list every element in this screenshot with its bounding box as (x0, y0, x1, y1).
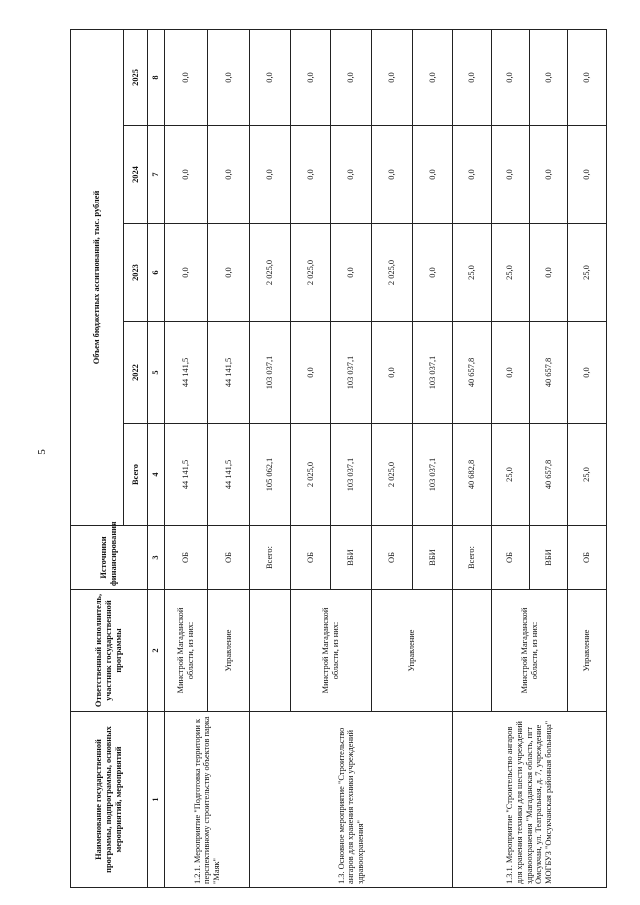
source-cell: ОБ (290, 526, 331, 590)
value-2025: 0,0 (207, 29, 250, 125)
value-total: 103 037,1 (412, 424, 453, 526)
value-2024: 0,0 (372, 126, 413, 224)
column-number-row (147, 29, 164, 887)
value-2024: 0,0 (530, 126, 568, 224)
value-2022: 40 657,8 (453, 322, 491, 424)
value-2022: 40 657,8 (530, 322, 568, 424)
value-2025: 0,0 (491, 29, 529, 125)
value-2022: 44 141,5 (164, 322, 207, 424)
column-number: 8 (147, 29, 164, 125)
value-2023: 0,0 (164, 224, 207, 322)
value-2022: 103 037,1 (331, 322, 372, 424)
value-total: 40 682,8 (453, 424, 491, 526)
value-2025: 0,0 (250, 29, 291, 125)
value-2022: 103 037,1 (250, 322, 291, 424)
measure-name: 1.2.1. Мероприятие "Подготовка территории к перспективному строительству объектов парка "Маяк" (164, 712, 249, 888)
column-number: 1 (147, 712, 164, 888)
value-2024: 0,0 (491, 126, 529, 224)
measure-name: 1.3.1. Мероприятие "Строительство ангаров для хранения техники для шести учреждений здравоохранения "Магаданская область, пгт Омсукчан, ул. Театральная, д. 7, учреждение МОГБУЗ "Омсукчанская районная больница" (453, 712, 607, 888)
value-2023: 0,0 (207, 224, 250, 322)
value-2024: 0,0 (412, 126, 453, 224)
column-number: 3 (147, 526, 164, 590)
executor-cell: Минстрой Магаданской области, из них: (290, 590, 371, 712)
value-total: 103 037,1 (331, 424, 372, 526)
source-cell: ОБ (568, 526, 607, 590)
header-row (71, 29, 124, 887)
value-total: 2 025,0 (372, 424, 413, 526)
value-2025: 0,0 (412, 29, 453, 125)
executor-cell: Управление (568, 590, 607, 712)
executor-cell: Минстрой Магаданской области, из них: (491, 590, 568, 712)
value-2023: 25,0 (568, 224, 607, 322)
value-2024: 0,0 (207, 126, 250, 224)
executor-cell (250, 590, 291, 712)
value-2025: 0,0 (372, 29, 413, 125)
value-2022: 0,0 (568, 322, 607, 424)
value-total: 25,0 (568, 424, 607, 526)
source-cell: ОБ (164, 526, 207, 590)
value-total: 44 141,5 (164, 424, 207, 526)
page-number: 5 (36, 449, 48, 455)
value-2024: 0,0 (250, 126, 291, 224)
value-2022: 0,0 (290, 322, 331, 424)
value-2023: 2 025,0 (250, 224, 291, 322)
executor-cell: Минстрой Магаданской области, из них: (164, 590, 207, 712)
column-number: 7 (147, 126, 164, 224)
value-2025: 0,0 (453, 29, 491, 125)
header-year: 2023 (124, 224, 147, 322)
value-total: 105 062,1 (250, 424, 291, 526)
column-number: 4 (147, 424, 164, 526)
source-cell: Всего: (250, 526, 291, 590)
source-cell: ВБИ (331, 526, 372, 590)
value-2022: 44 141,5 (207, 322, 250, 424)
header-volume: Объем бюджетных ассигнований, тыс. рублей (71, 29, 124, 525)
value-2023: 2 025,0 (290, 224, 331, 322)
executor-cell: Управление (372, 590, 453, 712)
source-cell: ОБ (372, 526, 413, 590)
header-year: 2025 (124, 29, 147, 125)
source-cell: ОБ (207, 526, 250, 590)
budget-table (70, 29, 607, 888)
header-source: Источники финансирования (71, 526, 148, 590)
value-2023: 25,0 (453, 224, 491, 322)
table-row (453, 29, 491, 887)
value-2024: 0,0 (568, 126, 607, 224)
executor-cell (453, 590, 491, 712)
value-2023: 2 025,0 (372, 224, 413, 322)
value-2025: 0,0 (164, 29, 207, 125)
value-total: 40 657,8 (530, 424, 568, 526)
value-total: 2 025,0 (290, 424, 331, 526)
value-2023: 0,0 (530, 224, 568, 322)
measure-name: 1.3. Основное мероприятие "Строительство ангаров для хранения техники учреждений здравоохранения" (250, 712, 453, 888)
rotated-page (70, 30, 607, 888)
column-number: 6 (147, 224, 164, 322)
header-executor: Ответственный исполнитель, участник государственной программы (71, 590, 148, 712)
value-2024: 0,0 (290, 126, 331, 224)
value-2024: 0,0 (453, 126, 491, 224)
value-2022: 103 037,1 (412, 322, 453, 424)
source-cell: ВБИ (530, 526, 568, 590)
value-2023: 25,0 (491, 224, 529, 322)
value-2025: 0,0 (568, 29, 607, 125)
column-number: 5 (147, 322, 164, 424)
value-2025: 0,0 (530, 29, 568, 125)
value-2022: 0,0 (372, 322, 413, 424)
value-2023: 0,0 (412, 224, 453, 322)
table-row (164, 29, 207, 887)
header-year: 2024 (124, 126, 147, 224)
source-cell: ОБ (491, 526, 529, 590)
source-cell: Всего: (453, 526, 491, 590)
value-total: 25,0 (491, 424, 529, 526)
header-name: Наименование государственной программы, подпрограммы, основных мероприятий, мероприятий (71, 712, 148, 888)
value-2024: 0,0 (164, 126, 207, 224)
header-year: 2022 (124, 322, 147, 424)
value-total: 44 141,5 (207, 424, 250, 526)
value-2024: 0,0 (331, 126, 372, 224)
source-cell: ВБИ (412, 526, 453, 590)
value-2023: 0,0 (331, 224, 372, 322)
value-2025: 0,0 (290, 29, 331, 125)
table-row (250, 29, 291, 887)
header-total: Всего (124, 424, 147, 526)
column-number: 2 (147, 590, 164, 712)
value-2025: 0,0 (331, 29, 372, 125)
value-2022: 0,0 (491, 322, 529, 424)
executor-cell: Управление (207, 590, 250, 712)
